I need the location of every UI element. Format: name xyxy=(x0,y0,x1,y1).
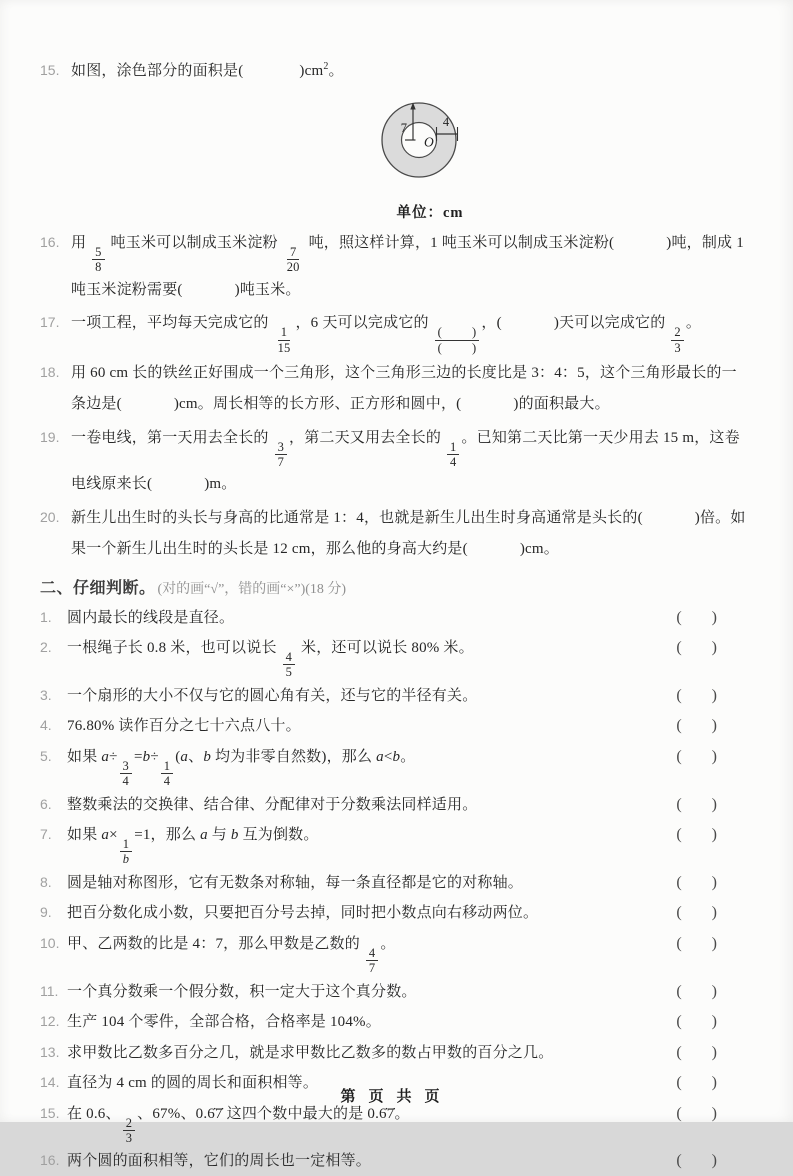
answer-blank: ( ) xyxy=(676,639,717,656)
fraction-denominator: 4 xyxy=(163,774,171,789)
fraction-numerator: 5 xyxy=(92,245,104,260)
question-number: 13. xyxy=(40,1043,60,1060)
question-number: 14. xyxy=(40,1074,60,1090)
question-text: 圆内最长的线段是直径。 xyxy=(67,609,235,626)
fraction xyxy=(120,837,132,867)
fraction-blank-numerator: ( ) xyxy=(435,325,480,340)
question-text: 76.80% 读作百分之七十六点八十。 xyxy=(67,718,301,735)
fraction-denominator: b xyxy=(122,852,130,867)
question-number: 2. xyxy=(40,639,52,655)
answer-blank: ( ) xyxy=(676,934,717,952)
fill-question-19 xyxy=(40,423,749,501)
question-text: 直径为 4 cm 的圆的周长和面积相等。 xyxy=(67,1075,319,1091)
question-number: 4. xyxy=(40,717,52,734)
question-number: 17. xyxy=(40,314,60,331)
fraction-numerator: 4 xyxy=(366,946,378,961)
question-number: 8. xyxy=(40,873,52,890)
answer-blank: ( ) xyxy=(676,795,717,813)
center-label: O xyxy=(424,134,434,150)
fraction-numerator: 1 xyxy=(120,837,132,852)
judgment-question-16 xyxy=(40,1147,749,1176)
question-text: 如图，涂色部分的面积是( )$cm^2$。 xyxy=(71,61,344,79)
judgment-question-8 xyxy=(40,869,749,898)
answer-blank: ( ) xyxy=(676,1152,717,1170)
question-text: 把百分数化成小数，只要把百分号去掉，同时把小数点向右移动两位。 xyxy=(67,905,539,922)
section-note: (对的画“√”，错的画“×”)(18 分) xyxy=(157,581,347,597)
question-number: 12. xyxy=(40,1013,60,1029)
answer-blank: ( ) xyxy=(676,1104,717,1122)
fill-questions-16-20 xyxy=(40,228,749,565)
fraction xyxy=(671,325,683,355)
fraction-numerator: 3 xyxy=(120,759,132,774)
answer-blank: ( ) xyxy=(676,608,717,626)
fraction-denominator: 7 xyxy=(277,454,285,469)
superscript: 2 xyxy=(323,61,329,72)
question-text: 两个圆的面积相等，它们的周长也一定相等。 xyxy=(67,1153,372,1170)
question-text: 新生儿出生时的头长与身高的比通常是 1：4，也就是新生儿出生时身高通常是头长的( )倍。如果一个新生儿出生时的头长是 12 cm，那么他的身高大约是( )cm。 xyxy=(71,510,746,557)
fraction-denominator: 20 xyxy=(286,260,300,275)
judgment-question-12 xyxy=(40,1008,749,1037)
answer-blank: ( ) xyxy=(177,281,240,298)
radius-value-label: 7 xyxy=(400,120,407,135)
fill-question-17 xyxy=(40,308,749,355)
fraction-denominator: 8 xyxy=(95,260,102,275)
answer-blank: ( ) xyxy=(676,1043,717,1061)
question-text: 用 $\frac{5}{8}$ 吨玉米可以制成玉米淀粉 $\frac{7}{20}$ 吨，照这样计算，1 吨玉米可以制成玉米淀粉( )吨，制成 1 吨玉米淀粉需要( )吨玉米。 xyxy=(71,234,744,298)
fill-question-18 xyxy=(40,358,749,420)
variable: b xyxy=(203,748,212,765)
section-title: 二、仔细判断。 xyxy=(40,579,156,597)
judgment-question-13 xyxy=(40,1039,749,1068)
fraction-numerator: 7 xyxy=(287,245,299,260)
fill-question-20 xyxy=(40,503,749,565)
judgment-question-4 xyxy=(40,712,749,741)
fraction xyxy=(283,650,295,680)
judgment-question-5 xyxy=(40,743,749,789)
fill-question-15-block xyxy=(40,56,749,87)
question-text: 用 60 cm 长的铁丝正好围成一个三角形，这个三角形三边的长度比是 3：4：5，这个三角形最长的一条边是( )cm。周长相等的长方形、正方形和圆中，( )的面积最大。 xyxy=(71,365,737,412)
question-text: 一卷电线，第一天用去全长的 $\frac{3}{7}$ ，第二天又用去全长的 $\frac{1}{4}$ 。已知第二天比第一天少用去 15 m，这卷电线原来长( )m。 xyxy=(71,429,740,493)
fill-question-15 xyxy=(40,56,749,87)
answer-blank: ( ) xyxy=(676,717,717,735)
judgment-question-10 xyxy=(40,930,749,976)
question-number: 19. xyxy=(40,428,60,445)
answer-blank: ( ) xyxy=(676,686,717,704)
question-number: 16. xyxy=(40,233,60,250)
question-number: 15. xyxy=(40,1104,60,1121)
ring-figure xyxy=(345,90,515,194)
variable: a xyxy=(101,748,110,765)
question-number: 1. xyxy=(40,608,52,625)
fraction-numerator: 1 xyxy=(447,440,459,455)
answer-blank: ( ) xyxy=(496,315,560,332)
fraction-numerator: 3 xyxy=(275,440,287,455)
fraction-numerator: 2 xyxy=(671,325,683,340)
question-number: 16. xyxy=(40,1152,60,1169)
variable: b xyxy=(230,827,239,843)
question-text: 圆是轴对称图形，它有无数条对称轴，每一条直径都是它的对称轴。 xyxy=(67,874,524,891)
fraction xyxy=(275,325,294,355)
question-number: 18. xyxy=(40,364,60,380)
fraction-denominator: 4 xyxy=(122,774,129,789)
question-text: 生产 104 个零件，全部合格，合格率是 104%。 xyxy=(67,1014,381,1030)
answer-blank: ( ) xyxy=(676,747,717,765)
fraction-denominator: 5 xyxy=(285,665,293,680)
judgment-question-6 xyxy=(40,791,749,820)
unit-label: 单位：cm xyxy=(396,204,464,221)
question-text: 一项工程，平均每天完成它的 $\frac{1}{15}$ ，6 天可以完成它的 $\frac{( )}{( )}$ ，( )天可以完成它的 $\frac{2}{3}$ 。 xyxy=(71,315,702,355)
variable: a xyxy=(200,827,208,843)
variable: b xyxy=(142,748,151,765)
fraction-denominator: 3 xyxy=(125,1130,133,1145)
fraction-blank xyxy=(435,325,480,355)
fraction-numerator: 4 xyxy=(283,650,295,665)
judgment-question-2 xyxy=(40,634,749,680)
judgment-question-3 xyxy=(40,682,749,711)
question-text: 甲、乙两数的比是 4：7，那么甲数是乙数的 $\frac{4}{7}$ 。 xyxy=(67,935,396,976)
ring-width-value-label: 4 xyxy=(442,114,450,129)
question-number: 6. xyxy=(40,795,52,812)
fraction xyxy=(123,1116,135,1146)
judgment-question-11 xyxy=(40,978,749,1007)
page-footer: 第页共页 xyxy=(340,1089,453,1105)
judgment-question-1 xyxy=(40,604,749,633)
fraction-denominator: 7 xyxy=(368,961,376,976)
question-text: 在 0.6、 $\frac{2}{3}$ 、67%、0.6̇7̇ 这四个数中最大的是 0.6̇7̇。 xyxy=(67,1105,410,1145)
answer-blank: ( ) xyxy=(238,63,305,79)
question-text: 整数乘法的交换律、结合律、分配律对于分数乘法同样适用。 xyxy=(67,796,478,813)
answer-blank: ( ) xyxy=(147,476,210,493)
fraction-numerator: 2 xyxy=(123,1116,135,1131)
question-text: 求甲数比乙数多百分之几，就是求甲数比乙数多的数占甲数的百分之几。 xyxy=(67,1044,554,1061)
answer-blank: ( ) xyxy=(637,510,700,526)
answer-blank: ( ) xyxy=(116,395,180,412)
fraction xyxy=(275,440,287,470)
fraction-numerator: 1 xyxy=(161,759,173,774)
question-text: 一个扇形的大小不仅与它的圆心角有关，还与它的半径有关。 xyxy=(67,687,478,704)
variable: b xyxy=(392,748,401,765)
question-text: 如果 a÷ $\frac{3}{4}$ =b÷ $\frac{1}{4}$ (a、b 均为非零自然数)，那么 a<b。 xyxy=(67,748,416,789)
fraction xyxy=(284,245,303,275)
judgment-question-7 xyxy=(40,821,749,867)
question-number: 9. xyxy=(40,904,52,921)
question-text: 一个真分数乘一个假分数，积一定大于这个真分数。 xyxy=(67,983,417,1000)
answer-blank: ( ) xyxy=(676,904,717,922)
answer-blank: ( ) xyxy=(676,873,717,891)
judgment-question-15 xyxy=(40,1100,749,1146)
answer-blank: ( ) xyxy=(609,234,672,251)
answer-blank: ( ) xyxy=(676,982,717,1000)
answer-blank: ( ) xyxy=(462,540,526,557)
question-number: 15. xyxy=(40,62,60,78)
judgment-question-9 xyxy=(40,899,749,928)
variable: a xyxy=(180,748,189,765)
fraction xyxy=(447,440,459,470)
fill-question-16 xyxy=(40,228,749,306)
fraction-denominator: 4 xyxy=(449,454,457,469)
variable: a xyxy=(101,827,110,843)
question-number: 5. xyxy=(40,747,52,764)
fraction xyxy=(120,759,132,789)
shape-diagram xyxy=(340,90,520,222)
fraction xyxy=(92,245,104,275)
fraction-blank-denominator: ( ) xyxy=(437,340,477,355)
fraction-denominator: 15 xyxy=(277,340,291,355)
question-text: 一根绳子长 0.8 米，也可以说长 $\frac{4}{5}$ 米，还可以说长 80% 米。 xyxy=(67,640,474,680)
answer-blank: ( ) xyxy=(676,1074,717,1091)
fraction-denominator: 3 xyxy=(674,340,681,355)
question-number: 11. xyxy=(40,982,59,999)
question-text: 如果 a× $\frac{1}{b}$ =1，那么 a 与 b 互为倒数。 xyxy=(67,827,319,867)
fraction xyxy=(161,759,173,789)
fraction-numerator: 1 xyxy=(278,325,290,340)
answer-blank: ( ) xyxy=(456,395,519,412)
question-number: 20. xyxy=(40,509,60,525)
answer-blank: ( ) xyxy=(676,1013,717,1030)
judgment-section-heading xyxy=(40,575,749,598)
fraction xyxy=(366,946,378,976)
answer-blank: ( ) xyxy=(676,826,717,843)
variable: a xyxy=(376,748,384,765)
question-number: 3. xyxy=(40,686,52,703)
question-number: 7. xyxy=(40,826,52,842)
question-number: 10. xyxy=(40,934,60,951)
